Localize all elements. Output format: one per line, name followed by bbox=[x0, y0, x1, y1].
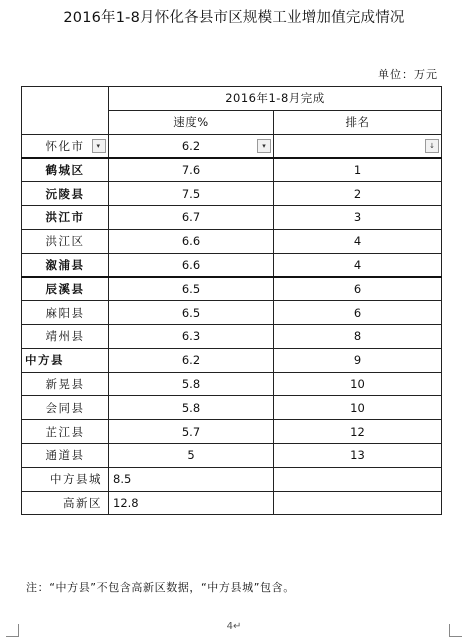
region-name: 会同县 bbox=[22, 396, 109, 420]
speed-value: 12.8 bbox=[109, 491, 274, 515]
table-row bbox=[22, 420, 442, 444]
table-row bbox=[22, 182, 442, 206]
table-row bbox=[22, 205, 442, 229]
region-name: 中方县 bbox=[22, 348, 109, 372]
speed-value: 5.7 bbox=[109, 420, 274, 444]
table-row bbox=[22, 491, 442, 515]
industry-growth-table bbox=[21, 86, 442, 515]
rank-value: 9 bbox=[274, 348, 442, 372]
header-period: 2016年1-8月完成 bbox=[109, 87, 442, 111]
table-row bbox=[22, 253, 442, 277]
document-title: 2016年1-8月怀化各县市区规模工业增加值完成情况 bbox=[63, 10, 405, 26]
filter-cell-speed[interactable] bbox=[109, 134, 274, 158]
table-row bbox=[22, 324, 442, 348]
filter-dropdown-icon[interactable]: ▾ bbox=[257, 139, 271, 153]
filter-name-label: 怀化市 bbox=[45, 138, 85, 153]
speed-value: 6.7 bbox=[109, 205, 274, 229]
region-name: 通道县 bbox=[22, 443, 109, 467]
region-name: 鹤城区 bbox=[22, 158, 109, 182]
region-name: 高新区 bbox=[22, 491, 109, 515]
speed-value: 6.6 bbox=[109, 253, 274, 277]
speed-value: 6.5 bbox=[109, 301, 274, 325]
region-name: 洪江区 bbox=[22, 229, 109, 253]
filter-speed-value: 6.2 bbox=[181, 138, 201, 153]
rank-value bbox=[274, 491, 442, 515]
footnote: 注：“中方县”不包含高新区数据，“中方县城”包含。 bbox=[26, 581, 295, 594]
filter-cell-rank[interactable] bbox=[274, 134, 442, 158]
rank-value: 10 bbox=[274, 396, 442, 420]
filter-dropdown-icon[interactable]: ▾ bbox=[92, 139, 106, 153]
rank-value: 10 bbox=[274, 372, 442, 396]
speed-value: 6.3 bbox=[109, 324, 274, 348]
table-row bbox=[22, 158, 442, 182]
table-row bbox=[22, 277, 442, 301]
filter-row bbox=[22, 134, 442, 158]
rank-value: 1 bbox=[274, 158, 442, 182]
speed-value: 7.5 bbox=[109, 182, 274, 206]
page-number: 4↵ bbox=[226, 621, 242, 632]
sort-dropdown-icon[interactable]: ↓ bbox=[425, 139, 439, 153]
crop-mark-bottom-left bbox=[6, 624, 19, 637]
table-row bbox=[22, 372, 442, 396]
rank-value: 6 bbox=[274, 277, 442, 301]
table-row bbox=[22, 443, 442, 467]
speed-value: 5.8 bbox=[109, 396, 274, 420]
rank-value: 12 bbox=[274, 420, 442, 444]
speed-value: 8.5 bbox=[109, 467, 274, 491]
speed-value: 5.8 bbox=[109, 372, 274, 396]
region-name: 辰溪县 bbox=[22, 277, 109, 301]
table-row bbox=[22, 348, 442, 372]
crop-mark-bottom-right bbox=[449, 624, 462, 637]
rank-value bbox=[274, 467, 442, 491]
header-corner-cell bbox=[22, 87, 109, 135]
region-name: 沅陵县 bbox=[22, 182, 109, 206]
speed-value: 5 bbox=[109, 443, 274, 467]
rank-value: 4 bbox=[274, 229, 442, 253]
speed-value: 6.2 bbox=[109, 348, 274, 372]
speed-value: 6.6 bbox=[109, 229, 274, 253]
header-speed: 速度% bbox=[109, 110, 274, 134]
rank-value: 13 bbox=[274, 443, 442, 467]
region-name: 中方县城 bbox=[22, 467, 109, 491]
rank-value: 3 bbox=[274, 205, 442, 229]
rank-value: 4 bbox=[274, 253, 442, 277]
table-row bbox=[22, 396, 442, 420]
region-name: 洪江市 bbox=[22, 205, 109, 229]
region-name: 芷江县 bbox=[22, 420, 109, 444]
rank-value: 8 bbox=[274, 324, 442, 348]
region-name: 靖州县 bbox=[22, 324, 109, 348]
header-rank: 排名 bbox=[274, 110, 442, 134]
region-name: 新晃县 bbox=[22, 372, 109, 396]
region-name: 麻阳县 bbox=[22, 301, 109, 325]
table-row bbox=[22, 467, 442, 491]
filter-cell-name[interactable] bbox=[22, 134, 109, 158]
rank-value: 2 bbox=[274, 182, 442, 206]
rank-value: 6 bbox=[274, 301, 442, 325]
speed-value: 7.6 bbox=[109, 158, 274, 182]
region-name: 溆浦县 bbox=[22, 253, 109, 277]
unit-label: 单位：万元 bbox=[378, 68, 438, 81]
table-row bbox=[22, 229, 442, 253]
speed-value: 6.5 bbox=[109, 277, 274, 301]
table-row bbox=[22, 301, 442, 325]
header-row-period bbox=[22, 87, 442, 111]
